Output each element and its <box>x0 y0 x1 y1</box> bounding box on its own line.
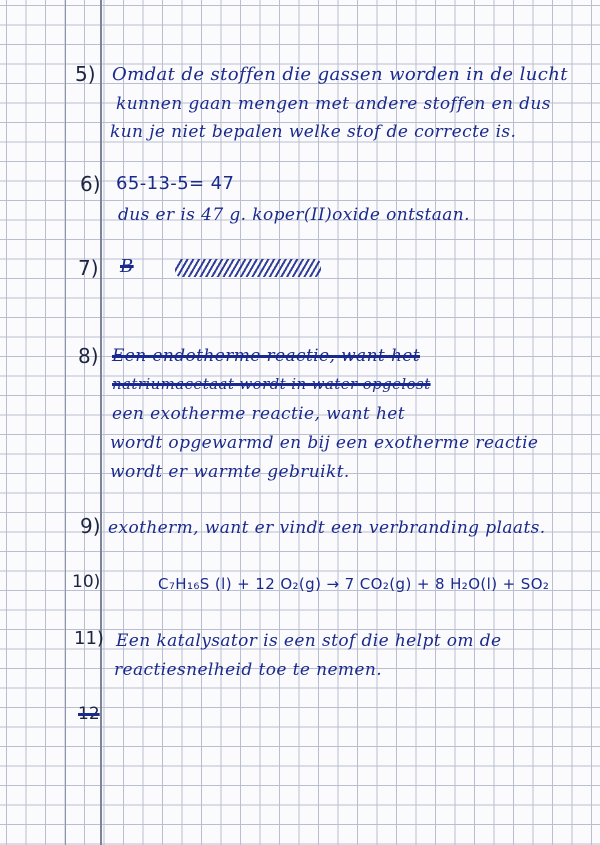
answer-11-line-2: reactiesnelheid toe te nemen. <box>114 660 383 680</box>
margin-line-right <box>100 0 102 845</box>
answer-9-line-1: exotherm, want er vindt een verbranding plaats. <box>108 518 546 538</box>
answer-6-conclusion: dus er is 47 g. koper(II)oxide ontstaan. <box>118 205 470 225</box>
answer-8-line-3: wordt er warmte gebruikt. <box>110 462 350 482</box>
answer-5-line-2: kunnen gaan mengen met andere stoffen en dus <box>116 94 551 114</box>
answer-8-crossed-line-2: natriumacetaat wordt in water opgelost <box>112 375 431 393</box>
question-number-11: 11) <box>74 628 104 649</box>
answer-6-calculation: 65-13-5= 47 <box>116 173 235 194</box>
question-number-5: 5) <box>75 62 96 86</box>
question-number-10: 10) <box>72 572 101 592</box>
question-number-7: 7) <box>78 256 99 280</box>
answer-5-line-3: kun je niet bepalen welke stof de correcte is. <box>110 122 517 142</box>
answer-7-scribble <box>175 259 321 277</box>
answer-8-line-2: wordt opgewarmd en bij een exotherme reactie <box>110 433 539 453</box>
answer-5-line-1: Omdat de stoffen die gassen worden in de lucht <box>112 64 568 85</box>
answer-11-line-1: Een katalysator is een stof die helpt om de <box>116 631 502 651</box>
question-number-12-scribbled: 12 <box>78 704 100 724</box>
answer-8-crossed-line-1: Een endotherme reactie, want het <box>112 346 420 366</box>
margin-line-left <box>65 0 66 845</box>
question-number-9: 9) <box>80 514 101 538</box>
question-number-6: 6) <box>80 172 101 196</box>
answer-7-crossed-out: B <box>120 256 134 277</box>
answer-10-equation: C₇H₁₆S (l) + 12 O₂(g) → 7 CO₂(g) + 8 H₂O(l) + SO₂ <box>158 575 550 593</box>
answer-8-line-1: een exotherme reactie, want het <box>112 404 405 424</box>
question-number-8: 8) <box>78 344 99 368</box>
